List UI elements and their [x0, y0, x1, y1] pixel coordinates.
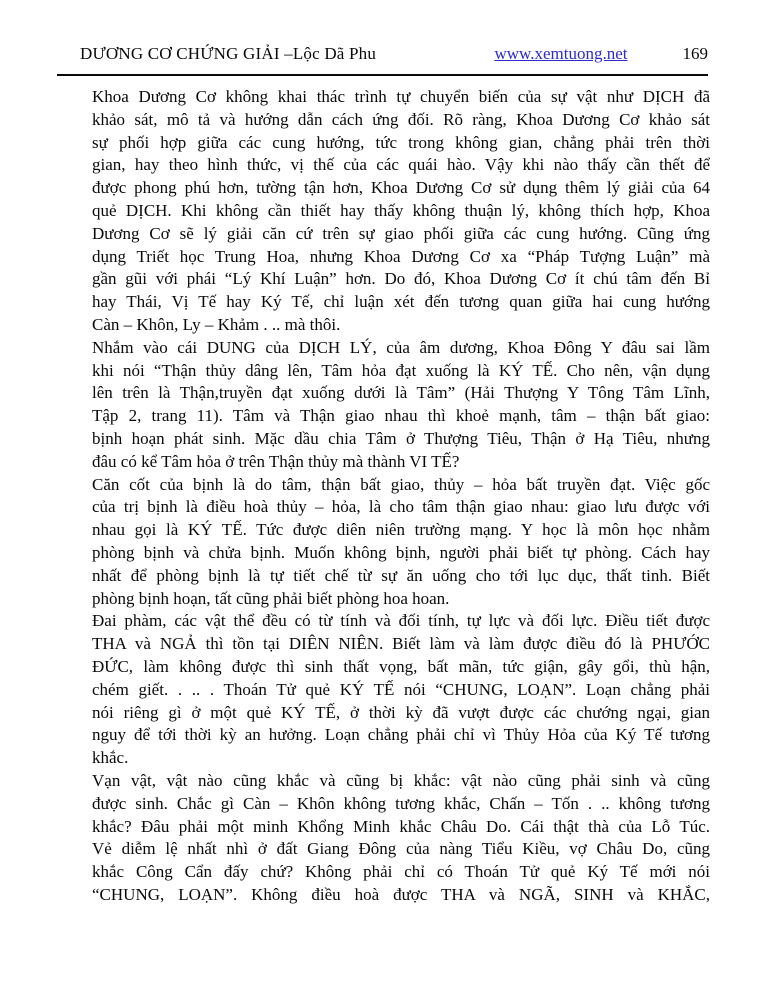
page-header: [80, 44, 708, 64]
text-line: ĐỨC, làm không được thì sinh thất vọng, bất mãn, tức giận, gây gổi, thù hận,: [92, 656, 710, 676]
text-line: khắc? Đâu phải một minh Khổng Minh khắc Châu Do. Cái thật thà của Lỗ Túc.: [92, 816, 710, 836]
text-line: phòng bịnh hoạn, tất cũng phải biết phòng hoa hoan.: [92, 588, 450, 608]
body-text: [92, 86, 710, 907]
text-line: Căn cốt của bịnh là do tâm, thận bất giao, thủy – hỏa bất truyền đạt. Việc gốc: [92, 474, 710, 494]
text-line: Dương Cơ sẽ lý giải căn cứ trên sự giao phối giữa các cung hướng. Cũng ứng: [92, 223, 710, 243]
text-line: Vẻ diễm lệ nhất nhì ở đất Giang Đông của nàng Tiểu Kiều, vợ Châu Do, cũng: [92, 839, 710, 859]
text-line: được sinh. Chắc gì Càn – Khôn không tương khắc, Chấn – Tốn . .. không tương: [92, 793, 710, 813]
page-number: 169: [682, 44, 708, 63]
text-line: Nhắm vào cái DUNG của DỊCH LÝ, của âm dương, Khoa Đông Y đâu sai lầm: [92, 337, 710, 357]
text-line: Khoa Dương Cơ không khai thác trình tự chuyển biến của sự vật như DỊCH đã: [92, 87, 710, 106]
text-line: khắc.: [92, 748, 129, 768]
text-line: chém giết. . .. . Thoán Tử quẻ KÝ TẾ nói “CHUNG, LOẠN”. Loạn chẳng phải: [92, 679, 710, 699]
text-line: Vạn vật, vật nào cũng khắc và cũng bị khắc: vật nào cũng phải sinh và cũng: [92, 770, 710, 790]
text-line: Tập 2, trang 11). Tâm và Thận giao nhau thì khoẻ mạnh, tâm – thận bất giao:: [92, 406, 710, 426]
text-line: nhất để phòng bịnh là tự tiết chế từ sự ăn uống cho tới lục dục, thất tinh. Biết: [92, 565, 710, 585]
text-line: THA và NGẢ thì tồn tại DIÊN NIÊN. Biết làm và làm được điều đó là PHƯỚC: [92, 634, 710, 654]
text-line: sự phối hợp giữa các cung hướng, tức trong không gian, chẳng phải trên thời: [92, 132, 710, 152]
text-line: khảo sát, mô tả và hướng dẫn cách ứng đối. Rõ ràng, Khoa Dương Cơ khảo sát: [92, 109, 710, 129]
text-line: gian, hay theo hình thức, vị thế của các quái hào. Vậy khi nào thấy cần thết để: [92, 155, 710, 175]
document-title: DƯƠNG CƠ CHỨNG GIẢI –Lộc Dã Phu: [80, 44, 377, 63]
text-line: khắc Công Cẩn đấy chứ? Không phải chỉ có Thoán Tử quẻ Ký Tế mới nói: [92, 862, 710, 882]
text-line: hay Thái, Vị Tế hay Ký Tế, chỉ luận xét đến tương quan giữa hai cung hướng: [92, 292, 710, 312]
text-line: Càn – Khôn, Ly – Khảm . .. mà thôi.: [92, 314, 341, 334]
text-line: “CHUNG, LOẠN”. Không điều hoà được THA và NGÃ, SINH và KHẮC,: [92, 884, 710, 904]
text-line: nguy để tới thời kỳ an hưởng. Loạn chẳng phải chỉ vì Thủy Hỏa của Ký Tế tương: [92, 725, 710, 745]
text-line: được phong phú hơn, tường tận hơn, Khoa Dương Cơ sử dụng thêm lý giải của 64: [92, 178, 710, 198]
text-line: lên trên là Thận,truyền đạt xuống dưới là Tâm” (Hải Thượng Y Tông Tâm Lĩnh,: [92, 383, 710, 403]
text-line: Đai phàm, các vật thể đều có từ tính và đối tính, tự lực và đối lực. Điều tiết được: [92, 611, 710, 631]
text-line: nhau gọi là KÝ TẾ. Tức được diên niên trường mạng. Y học là môn học nhằm: [92, 520, 710, 540]
text-line: phòng bịnh và chửa bịnh. Muốn không bịnh, người phải biết tự phòng. Cách hay: [92, 542, 710, 562]
header-divider: [57, 74, 708, 76]
text-line: nói riêng gì ở một quẻ KÝ TẾ, ở thời kỳ đã vượt được các chướng ngại, gian: [92, 702, 710, 722]
text-line: đâu có kể Tâm hỏa ở trên Thận thủy mà thành VI TẾ?: [92, 451, 460, 471]
text-line: khi nói “Thận thủy dâng lên, Tâm hỏa đạt xuống là KÝ TẾ. Cho nên, vận dụng: [92, 360, 710, 380]
text-line: quẻ DỊCH. Khi không cần thiết hay thấy không thuận lý, không thích hợp, Khoa: [92, 200, 710, 220]
text-line: dụng Triết học Trung Hoa, nhưng Khoa Dương Cơ xa “Pháp Tượng Luận” mà: [92, 246, 710, 266]
text-line: bịnh hoạn phát sinh. Mặc dầu chia Tâm ở Thượng Tiêu, Thận ở Hạ Tiêu, nhưng: [92, 428, 710, 448]
text-line: của trị bịnh là điều hoà thủy – hỏa, là cho tâm thận giao nhau: giao lưu được với: [92, 497, 710, 517]
website-link[interactable]: www.xemtuong.net: [494, 44, 628, 63]
text-line: gần gũi với phái “Lý Khí Luận” hơn. Do đó, Khoa Dương Cơ ít chú tâm đến Bỉ: [92, 269, 710, 289]
